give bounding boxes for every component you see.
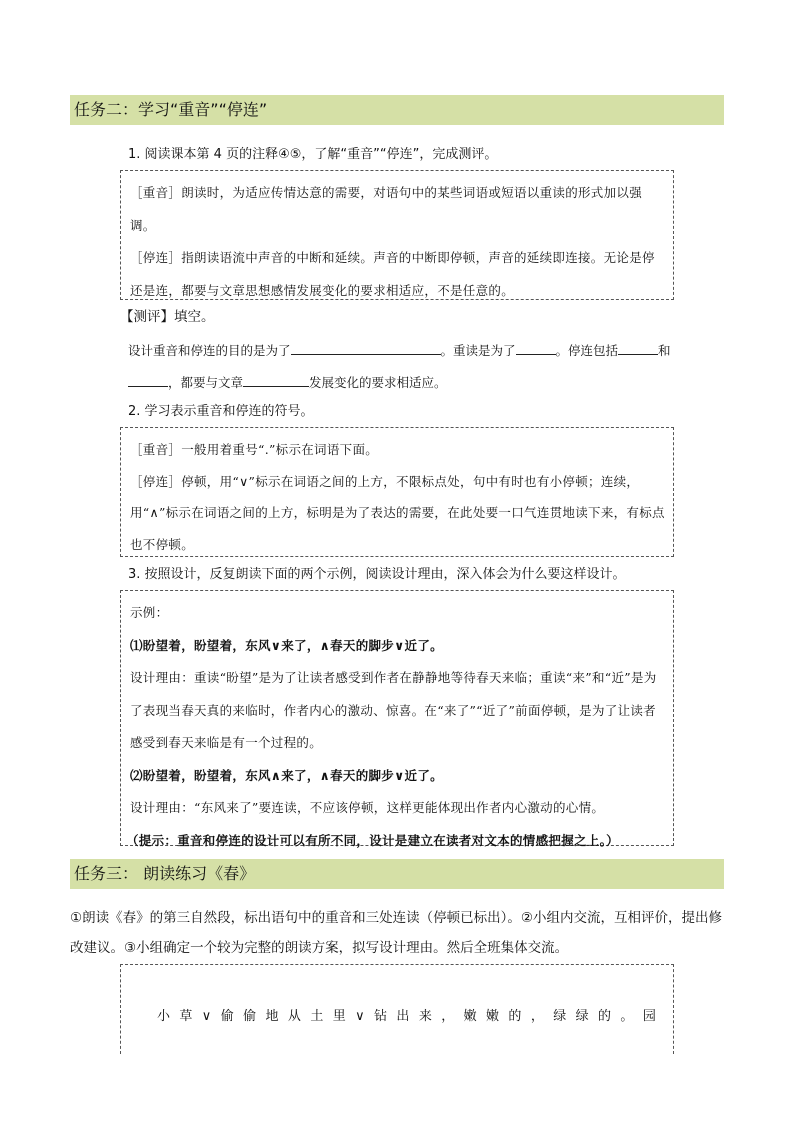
passage-text: 小草∨偷偷地从土里∨钻出来，嫩嫩的，绿绿的。园 — [157, 1009, 666, 1024]
task3-instruction-text: ①朗读《春》的第三自然段，标出语句中的重音和三处连读（停顿已标出）。②小组内交流，互相评价，提出修改建议。③小组确定一个较为完整的朗读方案，拟写设计理由。然后全班集体交流。 — [70, 910, 722, 956]
fill-text-a: 设计重音和停连的目的是为了 — [128, 343, 291, 358]
pause-definition: ［停连］指朗读语流中声音的中断和延续。声音的中断即停顿，声音的延续即连接。无论是停还是连，都要与文章思想感情发展变化的要求相适应，不是任意的。 — [130, 250, 655, 298]
fill-blank-line-2 — [128, 372, 447, 393]
stress-symbol-note: ［重音］一般用着重号“.”标示在词语下面。 — [130, 442, 379, 457]
example-1: ⑴盼望着，盼望着，东风∨来了，∧春天的脚步∨近了。 — [130, 637, 443, 653]
blank-purpose[interactable] — [291, 340, 441, 355]
design-reason-1: 设计理由：重读“盼望”是为了让读者感受到作者在静静地等待春天来临；重读“来”和“近”是为了表现当春天真的来临时，作者内心的激动、惊喜。在“来了”“近了”前面停顿，是为了让读者感受到春天来临是有一个过程的。 — [130, 670, 657, 750]
fill-text-e: ，都要与文章 — [168, 375, 244, 390]
example-label: 示例： — [130, 605, 169, 620]
stress-definition: ［重音］朗读时，为适应传情达意的需要，对语句中的某些词语或短语以重读的形式加以强调。 — [130, 185, 643, 233]
blank-pause-type-1[interactable] — [618, 340, 658, 355]
note-box-1 — [120, 170, 674, 300]
pause-symbol-note: ［停连］停顿，用“∨”标示在词语之间的上方，不限标点处，句中有时也有小停顿；连续，用“∧”标示在词语之间的上方，标明是为了表达的需要，在此处要一口气连贯地读下来，有标点也不停顿。 — [130, 473, 665, 552]
blank-article-aspect[interactable] — [243, 372, 309, 387]
task2-header: 任务二：学习“重音”“停连” — [70, 95, 724, 125]
fill-blank-line-1 — [128, 340, 671, 361]
fill-text-c: 。停连包括 — [555, 343, 619, 358]
question-3: 3. 按照设计，反复朗读下面的两个示例，阅读设计理由，深入体会为什么要这样设计。 — [128, 567, 626, 582]
question-2: 2. 学习表示重音和停连的符号。 — [128, 404, 314, 419]
task3-header: 任务三： 朗读练习《春》 — [70, 859, 724, 889]
design-reason-2: 设计理由：“东风来了”要连读，不应该停顿，这样更能体现出作者内心激动的心情。 — [130, 800, 605, 815]
fill-text-d: 和 — [658, 343, 671, 358]
example-box — [120, 590, 674, 846]
evaluation-label: 【测评】填空。 — [120, 309, 215, 325]
task3-instructions — [70, 903, 724, 963]
passage-box — [120, 964, 674, 1054]
fill-text-f: 发展变化的要求相适应。 — [309, 375, 447, 390]
example-2: ⑵盼望着，盼望着，东风∧来了，∧春天的脚步∨近了。 — [130, 767, 443, 783]
question-1: 1. 阅读课本第 4 页的注释④⑤，了解“重音”“停连”，完成测评。 — [128, 147, 498, 162]
note-box-2 — [120, 427, 674, 557]
blank-pause-type-2[interactable] — [128, 372, 168, 387]
fill-text-b: 。重读是为了 — [440, 343, 516, 358]
blank-stress-reason[interactable] — [516, 340, 556, 355]
hint-note: （提示：重音和停连的设计可以有所不同，设计是建立在读者对文本的情感把握之上。） — [126, 832, 619, 848]
